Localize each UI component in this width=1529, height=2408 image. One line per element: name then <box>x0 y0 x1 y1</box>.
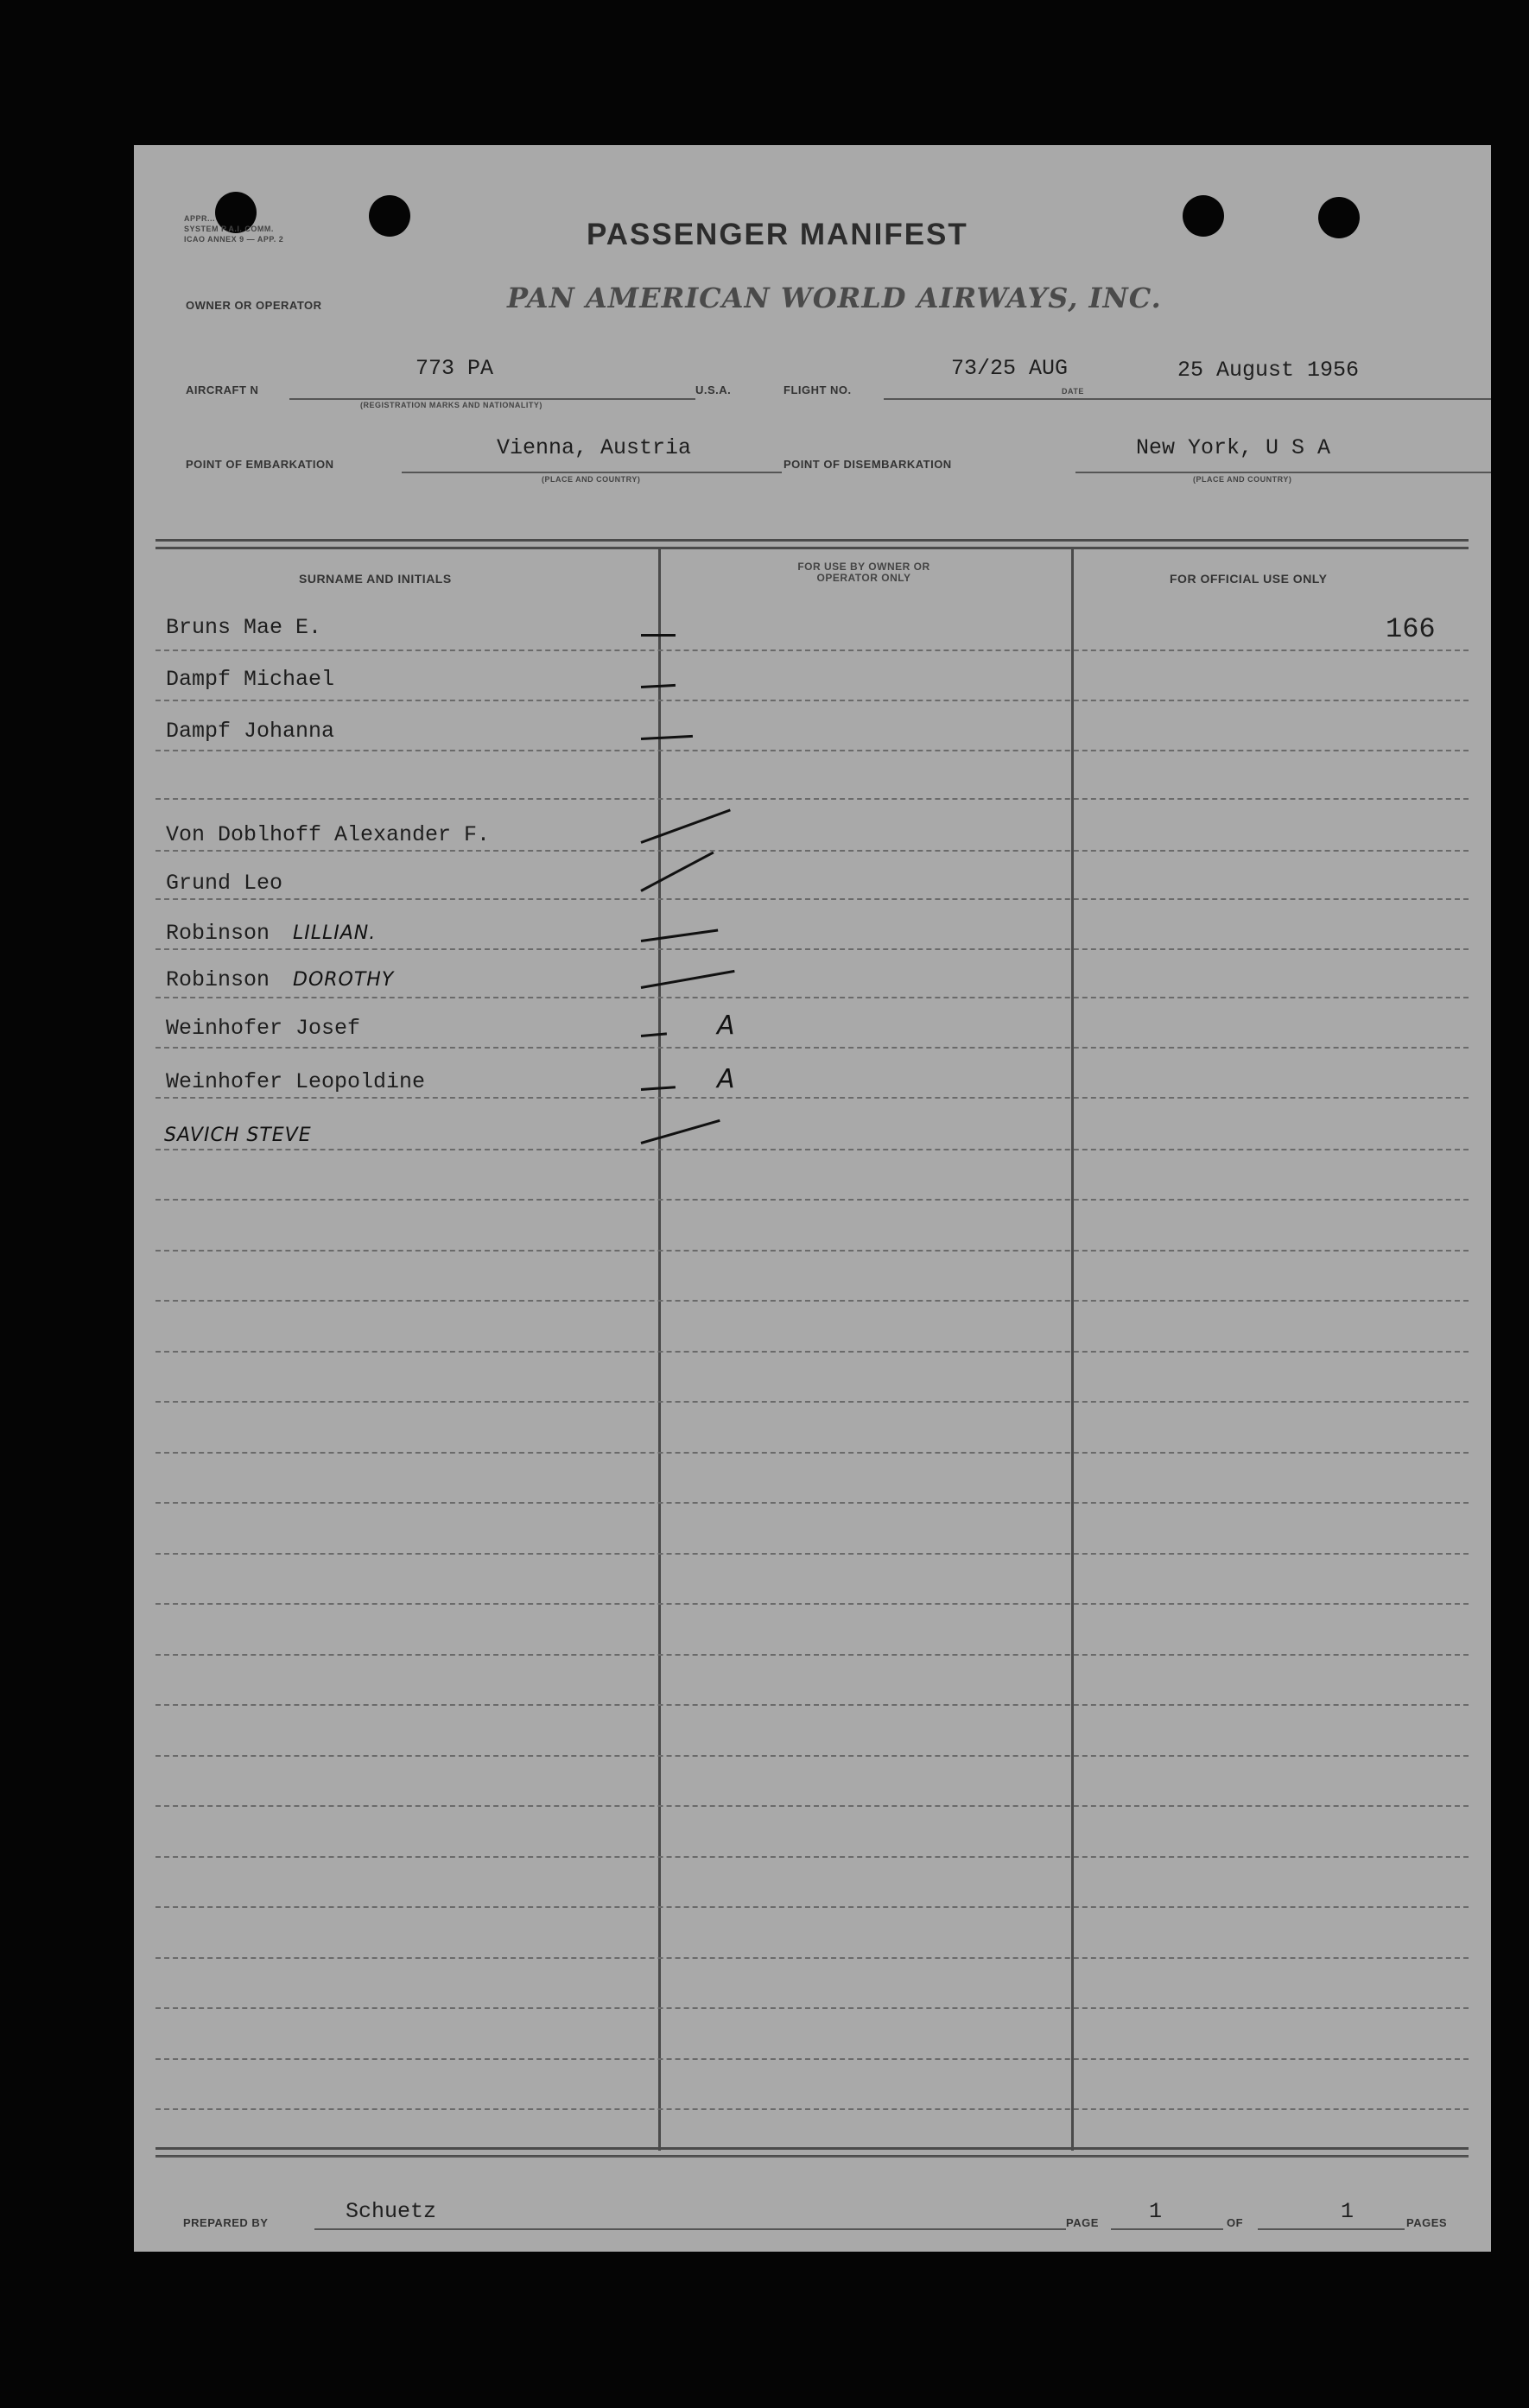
row-rule <box>155 700 1469 701</box>
aircraft-underline <box>289 398 695 400</box>
check-tick <box>641 1086 676 1091</box>
flight-label: FLIGHT NO. <box>784 383 852 396</box>
row-rule <box>155 1755 1469 1757</box>
passenger-name: Weinhofer Josef <box>166 1016 361 1041</box>
row-rule <box>155 1300 1469 1302</box>
pages-label: PAGES <box>1406 2216 1448 2229</box>
row-rule <box>155 650 1469 651</box>
check-tick <box>641 928 719 941</box>
row-rule <box>155 1401 1469 1403</box>
check-tick <box>641 634 676 637</box>
of-value: 1 <box>1341 2199 1355 2224</box>
column-divider <box>1071 548 1074 2151</box>
punch-hole <box>369 195 410 237</box>
row-rule <box>155 948 1469 950</box>
approval-line: APPR... <box>184 214 216 223</box>
flight-underline <box>884 398 1491 400</box>
row-rule <box>155 2108 1469 2110</box>
of-label: OF <box>1227 2216 1244 2229</box>
check-tick <box>641 1119 720 1144</box>
handwritten-name: DOROTHY <box>293 969 395 991</box>
table-row <box>0 667 1529 710</box>
passenger-name: Dampf Michael <box>166 667 335 692</box>
table-row <box>0 967 1529 1011</box>
check-tick <box>641 684 676 688</box>
passenger-name: Dampf Johanna <box>166 719 335 744</box>
approval-line: ICAO ANNEX 9 — APP. 2 <box>184 235 284 244</box>
of-underline <box>1258 2228 1405 2230</box>
punch-hole <box>1318 197 1360 238</box>
handwritten-name: SAVICH STEVE <box>164 1125 312 1146</box>
aircraft-label: AIRCRAFT N <box>186 383 259 396</box>
official-number: 166 <box>1386 613 1436 645</box>
col-header-owner: FOR USE BY OWNER OR OPERATOR ONLY <box>797 561 930 584</box>
passenger-name: Robinson <box>166 921 270 946</box>
row-rule <box>155 997 1469 998</box>
approval-line: SYSTEM P.A.I. COMM. <box>184 225 274 233</box>
row-rule <box>155 2058 1469 2060</box>
row-rule <box>155 1603 1469 1605</box>
row-rule <box>155 1553 1469 1555</box>
table-row <box>0 1011 1529 1059</box>
usa-label: U.S.A. <box>695 383 732 396</box>
row-rule <box>155 1452 1469 1454</box>
disembark-label: POINT OF DISEMBARKATION <box>784 458 952 471</box>
row-rule <box>155 1199 1469 1201</box>
row-rule <box>155 1856 1469 1858</box>
row-rule <box>155 1906 1469 1908</box>
row-rule <box>155 1149 1469 1150</box>
row-rule <box>155 1957 1469 1959</box>
date-label: DATE <box>1062 387 1084 396</box>
table-row <box>0 615 1529 658</box>
prepared-label: PREPARED BY <box>183 2216 269 2229</box>
table-row <box>0 1064 1529 1112</box>
row-rule <box>155 1654 1469 1656</box>
table-row <box>0 822 1529 865</box>
prepared-value: Schuetz <box>346 2199 437 2224</box>
disembark-underline <box>1075 472 1491 473</box>
column-divider <box>658 548 661 2151</box>
check-tick <box>641 1032 667 1037</box>
passenger-name: Von Doblhoff Alexander F. <box>166 822 491 847</box>
row-rule <box>155 1351 1469 1353</box>
flight-value: 73/25 AUG <box>951 356 1069 381</box>
col-header-official: FOR OFFICIAL USE ONLY <box>1170 572 1328 586</box>
row-rule <box>155 798 1469 800</box>
table-top-rule <box>155 539 1469 549</box>
owner-mark: A <box>717 1064 736 1094</box>
row-rule <box>155 1704 1469 1706</box>
page-value: 1 <box>1149 2199 1163 2224</box>
row-rule <box>155 850 1469 852</box>
owner-mark: A <box>717 1011 736 1041</box>
check-tick <box>641 735 693 740</box>
handwritten-name: LILLIAN. <box>293 922 377 944</box>
punch-hole <box>1183 195 1224 237</box>
embark-label: POINT OF EMBARKATION <box>186 458 334 471</box>
page-underline <box>1111 2228 1223 2230</box>
row-rule <box>155 1250 1469 1252</box>
owner-label: OWNER OR OPERATOR <box>186 299 322 312</box>
row-rule <box>155 898 1469 900</box>
passenger-name: Weinhofer Leopoldine <box>166 1069 426 1094</box>
row-rule <box>155 1047 1469 1049</box>
disembark-sublabel: (PLACE AND COUNTRY) <box>1193 475 1292 484</box>
passenger-name: Grund Leo <box>166 871 283 896</box>
prepared-underline <box>314 2228 1066 2230</box>
table-row <box>0 871 1529 914</box>
row-rule <box>155 1502 1469 1504</box>
row-rule <box>155 2007 1469 2009</box>
page-label: PAGE <box>1066 2216 1099 2229</box>
passenger-name: Robinson <box>166 967 270 992</box>
form-title: PASSENGER MANIFEST <box>587 218 968 251</box>
row-rule <box>155 1805 1469 1807</box>
date-value: 25 August 1956 <box>1177 358 1360 383</box>
passenger-name: Bruns Mae E. <box>166 615 322 640</box>
table-row <box>0 921 1529 964</box>
table-footer-rule <box>155 2156 1469 2158</box>
col-header-surname: SURNAME AND INITIALS <box>299 572 452 586</box>
embark-value: Vienna, Austria <box>497 435 692 460</box>
embark-sublabel: (PLACE AND COUNTRY) <box>542 475 641 484</box>
row-rule <box>155 1097 1469 1099</box>
embark-underline <box>402 472 782 473</box>
row-rule <box>155 750 1469 751</box>
aircraft-value: 773 PA <box>416 356 494 381</box>
owner-value: PAN AMERICAN WORLD AIRWAYS, INC. <box>507 282 1162 314</box>
disembark-value: New York, U S A <box>1136 435 1331 460</box>
table-row <box>0 1123 1529 1166</box>
aircraft-sublabel: (REGISTRATION MARKS AND NATIONALITY) <box>360 401 542 409</box>
table-row <box>0 719 1529 762</box>
check-tick <box>641 970 735 989</box>
